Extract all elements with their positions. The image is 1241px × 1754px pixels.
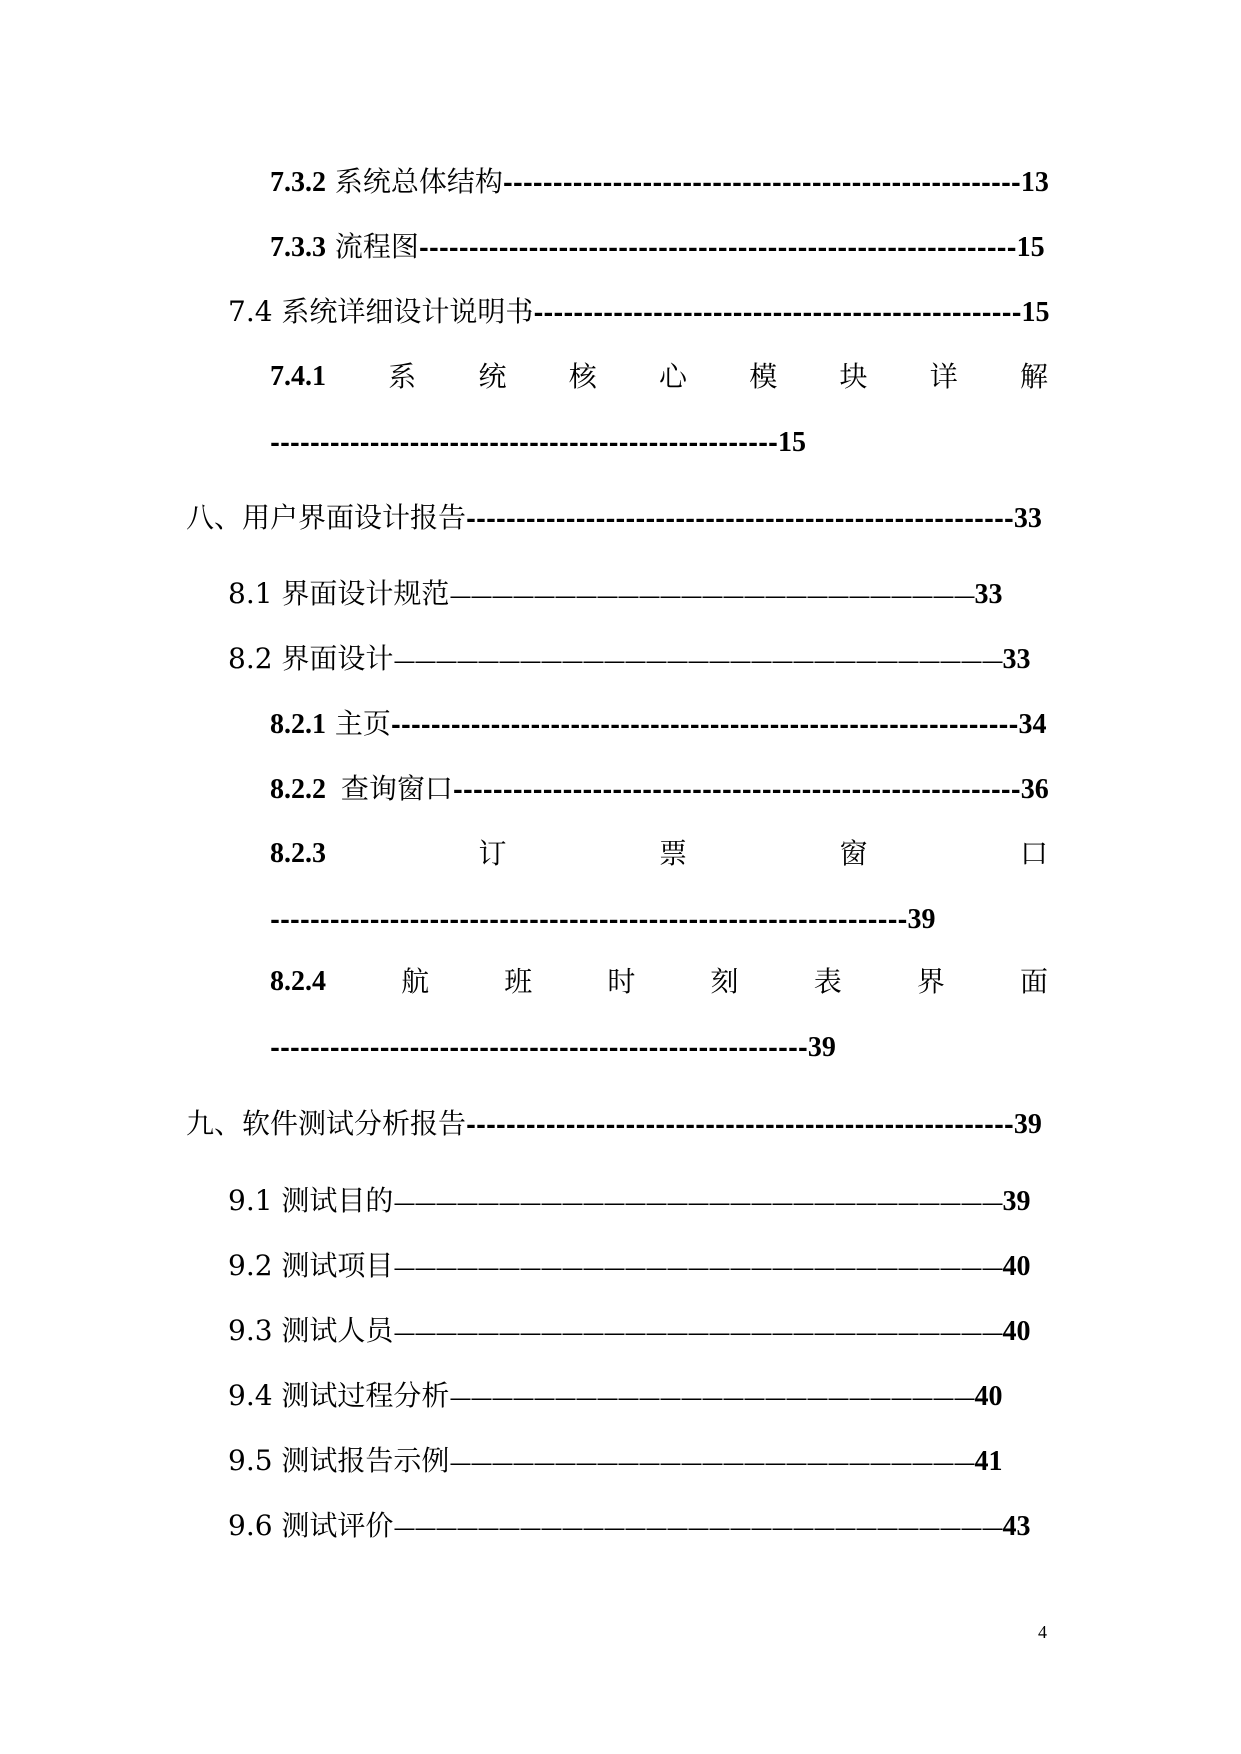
page-number: 4 (1038, 1622, 1047, 1642)
toc-entry-7-3-2[interactable] (270, 165, 1049, 198)
toc-entry-7-4-1[interactable] (270, 360, 1048, 393)
toc-title: 9.2 测试项目 (228, 1249, 394, 1282)
toc-page: 15 (1021, 297, 1050, 328)
toc-entry-8-2-3[interactable] (270, 837, 1048, 870)
toc-leader: ————————————————————————— (449, 584, 975, 609)
toc-char: 详 (929, 360, 958, 393)
toc-entry-9-2[interactable] (228, 1249, 1031, 1282)
toc-title: 9.4 测试过程分析 (228, 1379, 450, 1412)
toc-char: 刻 (710, 965, 739, 998)
toc-title: 8.1 界面设计规范 (228, 577, 450, 610)
toc-leader: ————————————————————————————— (393, 1256, 1003, 1281)
toc-title: 系统总体结构 (334, 165, 503, 198)
toc-char: 解 (1019, 360, 1048, 393)
toc-leader: --------------------------------------------------- (270, 428, 779, 457)
toc-entry-7-4-1-leader (270, 428, 806, 457)
toc-page: 34 (1018, 709, 1047, 740)
toc-entry-9-4[interactable] (228, 1379, 1003, 1412)
toc-entry-8-2-2[interactable] (270, 772, 1049, 805)
toc-leader: --------------------------------------------------------------- (390, 710, 1019, 739)
toc-char: 块 (839, 360, 868, 393)
toc-page: 13 (1020, 167, 1049, 198)
toc-page: 40 (1002, 1251, 1031, 1282)
toc-page: 39 (807, 1032, 836, 1063)
toc-page: 33 (1002, 644, 1031, 675)
toc-char: 核 (568, 360, 597, 393)
toc-page: 33 (1013, 503, 1042, 534)
toc-number: 8.2.4 (270, 966, 326, 997)
toc-char: 窗 (839, 837, 868, 870)
toc-chapter-9[interactable] (186, 1107, 1042, 1140)
toc-leader: ————————————————————————— (449, 1386, 975, 1411)
toc-entry-9-3[interactable] (228, 1314, 1031, 1347)
toc-char: 统 (478, 360, 507, 393)
toc-leader: ————————————————————————————— (393, 649, 1003, 674)
toc-leader: ------------------------------------------------------------ (418, 233, 1017, 262)
toc-entry-9-1[interactable] (228, 1184, 1031, 1217)
toc-leader: ————————————————————————————— (393, 1321, 1003, 1346)
toc-char: 订 (478, 837, 507, 870)
toc-title: 8.2 界面设计 (228, 642, 394, 675)
toc-title: 八、用户界面设计报告 (186, 501, 467, 534)
toc-char: 系 (388, 360, 417, 393)
toc-entry-8-2-4[interactable] (270, 965, 1048, 998)
toc-char: 票 (658, 837, 687, 870)
toc-leader: ---------------------------------------------------------------- (270, 905, 908, 934)
toc-leader: ---------------------------------------------------- (502, 168, 1021, 197)
toc-number: 7.4.1 (270, 361, 326, 392)
toc-page: 40 (974, 1381, 1003, 1412)
toc-number: 7.3.3 (270, 232, 326, 263)
toc-entry-8-1[interactable] (228, 577, 1003, 610)
toc-entry-8-2-3-leader (270, 905, 936, 934)
toc-entry-7-3-3[interactable] (270, 230, 1045, 263)
toc-entry-8-2-1[interactable] (270, 707, 1047, 740)
toc-leader: ————————————————————————————— (393, 1516, 1003, 1541)
toc-char: 航 (401, 965, 430, 998)
toc-leader: --------------------------------------------------------- (452, 775, 1021, 804)
toc-char: 界 (916, 965, 945, 998)
toc-number: 8.2.1 (270, 709, 326, 740)
toc-entry-8-2-4-leader (270, 1033, 836, 1062)
toc-leader: ————————————————————————— (449, 1451, 975, 1476)
toc-char: 心 (658, 360, 687, 393)
toc-page: 39 (1002, 1186, 1031, 1217)
toc-char: 时 (607, 965, 636, 998)
toc-title: 7.4 系统详细设计说明书 (228, 295, 534, 328)
toc-char: 模 (749, 360, 778, 393)
toc-entry-9-6[interactable] (228, 1509, 1031, 1542)
toc-title: 9.6 测试评价 (228, 1509, 394, 1542)
toc-number: 7.3.2 (270, 167, 326, 198)
toc-title: 主页 (334, 707, 391, 740)
toc-page: 15 (1016, 232, 1045, 263)
toc-char: 口 (1019, 837, 1048, 870)
toc-char: 表 (813, 965, 842, 998)
toc-title: 9.3 测试人员 (228, 1314, 394, 1347)
toc-page: 36 (1020, 774, 1049, 805)
toc-page: 43 (1002, 1511, 1031, 1542)
toc-page: 15 (778, 427, 807, 458)
toc-char: 面 (1019, 965, 1048, 998)
toc-leader: ------------------------------------------------- (533, 298, 1022, 327)
toc-leader: ------------------------------------------------------- (466, 504, 1014, 533)
toc-leader: ------------------------------------------------------- (466, 1110, 1014, 1139)
toc-title: 九、软件测试分析报告 (186, 1107, 467, 1140)
toc-page: 39 (1013, 1109, 1042, 1140)
toc-char: 班 (504, 965, 533, 998)
toc-leader: ------------------------------------------------------ (270, 1033, 808, 1062)
toc-title: 9.5 测试报告示例 (228, 1444, 450, 1477)
toc-title: 9.1 测试目的 (228, 1184, 394, 1217)
toc-title: 查询窗口 (340, 772, 453, 805)
toc-entry-9-5[interactable] (228, 1444, 1003, 1477)
toc-leader: ————————————————————————————— (393, 1191, 1003, 1216)
toc-page: 40 (1002, 1316, 1031, 1347)
toc-chapter-8[interactable] (186, 501, 1042, 534)
toc-title: 流程图 (334, 230, 419, 263)
toc-entry-8-2[interactable] (228, 642, 1031, 675)
toc-page: 39 (907, 904, 936, 935)
toc-entry-7-4[interactable] (228, 295, 1050, 328)
toc-page: 41 (974, 1446, 1003, 1477)
toc-number: 8.2.3 (270, 838, 326, 869)
toc-page: 33 (974, 579, 1003, 610)
toc-number: 8.2.2 (270, 774, 326, 805)
